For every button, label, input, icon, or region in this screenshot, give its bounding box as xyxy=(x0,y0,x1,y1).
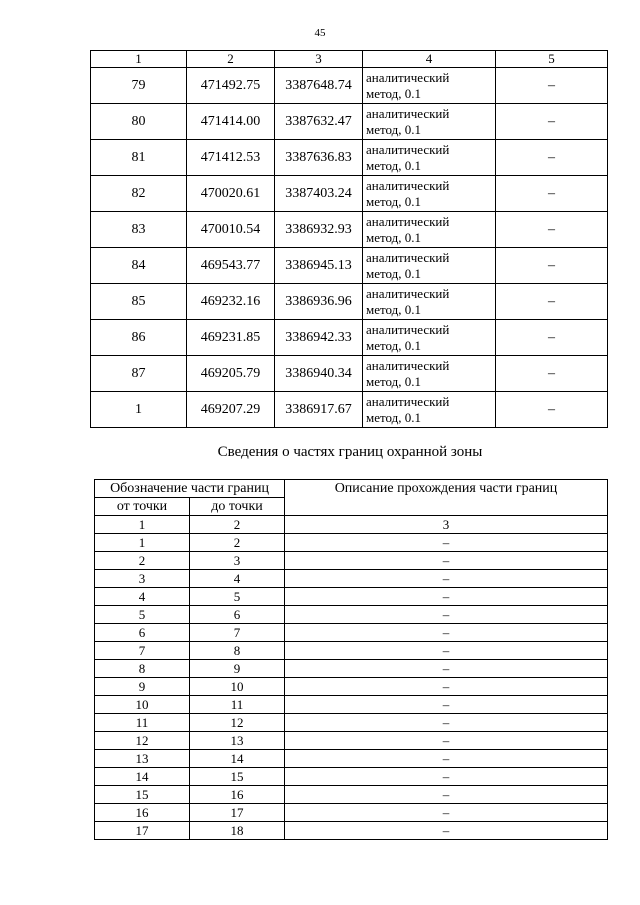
method-cell xyxy=(363,248,496,284)
description-cell: – xyxy=(285,768,608,786)
to-point-cell: 7 xyxy=(190,624,285,642)
method-line: метод, 0.1 xyxy=(366,409,421,425)
method-line: метод, 0.1 xyxy=(366,301,421,317)
method-cell xyxy=(363,284,496,320)
description-cell: – xyxy=(285,696,608,714)
method-line: метод, 0.1 xyxy=(366,121,421,137)
method-cell xyxy=(363,212,496,248)
header-cell: 2 xyxy=(187,51,275,68)
page-number: 45 xyxy=(314,27,326,39)
table-row xyxy=(95,642,608,660)
description-cell: – xyxy=(285,822,608,840)
method-cell xyxy=(363,140,496,176)
method-line: метод, 0.1 xyxy=(366,157,421,173)
table-row xyxy=(95,534,608,552)
table-row xyxy=(95,552,608,570)
point-cell: 86 xyxy=(91,320,187,356)
point-cell: 82 xyxy=(91,176,187,212)
method-line: метод, 0.1 xyxy=(366,85,421,101)
to-point-cell: 13 xyxy=(190,732,285,750)
table-row xyxy=(91,356,608,392)
from-point-cell: 10 xyxy=(95,696,190,714)
table-row xyxy=(95,768,608,786)
description-cell: – xyxy=(285,732,608,750)
method-line: аналитический xyxy=(366,393,450,409)
method-line: метод, 0.1 xyxy=(366,265,421,281)
x-coordinate-cell: 469205.79 xyxy=(187,356,275,392)
header-cell: 3 xyxy=(275,51,363,68)
numbering-cell: 1 xyxy=(95,516,190,534)
point-cell: 87 xyxy=(91,356,187,392)
table-row xyxy=(91,320,608,356)
x-coordinate-cell: 469231.85 xyxy=(187,320,275,356)
x-coordinate-cell: 471492.75 xyxy=(187,68,275,104)
method-line: метод, 0.1 xyxy=(366,337,421,353)
table-row xyxy=(95,750,608,768)
table-row xyxy=(95,696,608,714)
description-cell: – xyxy=(285,570,608,588)
section-title: Сведения о частях границ охранной зоны xyxy=(217,444,483,460)
point-cell: 84 xyxy=(91,248,187,284)
to-point-cell: 14 xyxy=(190,750,285,768)
from-point-cell: 11 xyxy=(95,714,190,732)
table-row xyxy=(95,786,608,804)
table-row xyxy=(95,804,608,822)
to-point-cell: 18 xyxy=(190,822,285,840)
to-point-cell: 6 xyxy=(190,606,285,624)
x-coordinate-cell: 469207.29 xyxy=(187,392,275,428)
note-cell: – xyxy=(496,284,608,320)
note-cell: – xyxy=(496,68,608,104)
table-row xyxy=(91,68,608,104)
group-header: Обозначение части границ xyxy=(95,480,285,498)
numbering-cell: 2 xyxy=(190,516,285,534)
numbering-cell: 3 xyxy=(285,516,608,534)
to-point-cell: 11 xyxy=(190,696,285,714)
x-coordinate-cell: 469543.77 xyxy=(187,248,275,284)
table-row xyxy=(95,588,608,606)
x-coordinate-cell: 471412.53 xyxy=(187,140,275,176)
table-row xyxy=(91,212,608,248)
method-line: аналитический xyxy=(366,357,450,373)
from-point-cell: 4 xyxy=(95,588,190,606)
description-cell: – xyxy=(285,750,608,768)
table-row xyxy=(91,284,608,320)
point-cell: 81 xyxy=(91,140,187,176)
x-coordinate-cell: 471414.00 xyxy=(187,104,275,140)
coordinates-table xyxy=(90,50,608,428)
y-coordinate-cell: 3386945.13 xyxy=(275,248,363,284)
header-cell: 1 xyxy=(91,51,187,68)
table-row xyxy=(95,570,608,588)
y-coordinate-cell: 3386917.67 xyxy=(275,392,363,428)
y-coordinate-cell: 3387648.74 xyxy=(275,68,363,104)
from-point-cell: 2 xyxy=(95,552,190,570)
note-cell: – xyxy=(496,212,608,248)
to-point-header: до точки xyxy=(190,498,285,516)
from-point-cell: 1 xyxy=(95,534,190,552)
from-point-cell: 3 xyxy=(95,570,190,588)
method-cell xyxy=(363,104,496,140)
method-cell xyxy=(363,320,496,356)
note-cell: – xyxy=(496,248,608,284)
from-point-cell: 8 xyxy=(95,660,190,678)
method-line: аналитический xyxy=(366,69,450,85)
to-point-cell: 16 xyxy=(190,786,285,804)
y-coordinate-cell: 3386942.33 xyxy=(275,320,363,356)
note-cell: – xyxy=(496,356,608,392)
table-row xyxy=(91,140,608,176)
method-line: аналитический xyxy=(366,249,450,265)
y-coordinate-cell: 3387632.47 xyxy=(275,104,363,140)
to-point-cell: 12 xyxy=(190,714,285,732)
from-point-cell: 12 xyxy=(95,732,190,750)
point-cell: 83 xyxy=(91,212,187,248)
description-cell: – xyxy=(285,588,608,606)
table-header-row xyxy=(95,480,608,498)
description-cell: – xyxy=(285,660,608,678)
description-cell: – xyxy=(285,678,608,696)
method-cell xyxy=(363,356,496,392)
method-cell xyxy=(363,392,496,428)
method-line: аналитический xyxy=(366,213,450,229)
to-point-cell: 15 xyxy=(190,768,285,786)
to-point-cell: 8 xyxy=(190,642,285,660)
note-cell: – xyxy=(496,392,608,428)
note-cell: – xyxy=(496,140,608,176)
description-cell: – xyxy=(285,714,608,732)
from-point-cell: 5 xyxy=(95,606,190,624)
to-point-cell: 5 xyxy=(190,588,285,606)
header-cell: 5 xyxy=(496,51,608,68)
table-row xyxy=(95,714,608,732)
table-row xyxy=(91,176,608,212)
to-point-cell: 4 xyxy=(190,570,285,588)
table-row xyxy=(91,104,608,140)
to-point-cell: 9 xyxy=(190,660,285,678)
method-line: метод, 0.1 xyxy=(366,193,421,209)
from-point-cell: 16 xyxy=(95,804,190,822)
note-cell: – xyxy=(496,104,608,140)
table-row xyxy=(95,660,608,678)
table-row xyxy=(95,732,608,750)
to-point-cell: 10 xyxy=(190,678,285,696)
note-cell: – xyxy=(496,320,608,356)
description-cell: – xyxy=(285,642,608,660)
point-cell: 80 xyxy=(91,104,187,140)
from-point-cell: 6 xyxy=(95,624,190,642)
to-point-cell: 3 xyxy=(190,552,285,570)
to-point-cell: 2 xyxy=(190,534,285,552)
table-row xyxy=(95,606,608,624)
point-cell: 79 xyxy=(91,68,187,104)
from-point-cell: 17 xyxy=(95,822,190,840)
x-coordinate-cell: 470010.54 xyxy=(187,212,275,248)
method-line: аналитический xyxy=(366,285,450,301)
x-coordinate-cell: 470020.61 xyxy=(187,176,275,212)
table-row xyxy=(91,392,608,428)
y-coordinate-cell: 3386932.93 xyxy=(275,212,363,248)
from-point-cell: 14 xyxy=(95,768,190,786)
description-cell: – xyxy=(285,534,608,552)
y-coordinate-cell: 3387636.83 xyxy=(275,140,363,176)
y-coordinate-cell: 3386936.96 xyxy=(275,284,363,320)
point-cell: 1 xyxy=(91,392,187,428)
y-coordinate-cell: 3387403.24 xyxy=(275,176,363,212)
description-cell: – xyxy=(285,606,608,624)
method-line: аналитический xyxy=(366,105,450,121)
point-cell: 85 xyxy=(91,284,187,320)
to-point-cell: 17 xyxy=(190,804,285,822)
description-cell: – xyxy=(285,624,608,642)
method-line: метод, 0.1 xyxy=(366,229,421,245)
description-cell: – xyxy=(285,786,608,804)
from-point-cell: 7 xyxy=(95,642,190,660)
table-row xyxy=(91,248,608,284)
table-row xyxy=(95,624,608,642)
header-cell: 4 xyxy=(363,51,496,68)
table-row xyxy=(95,678,608,696)
from-point-cell: 15 xyxy=(95,786,190,804)
method-cell xyxy=(363,68,496,104)
description-cell: – xyxy=(285,804,608,822)
boundary-parts-table xyxy=(94,479,608,840)
x-coordinate-cell: 469232.16 xyxy=(187,284,275,320)
method-cell xyxy=(363,176,496,212)
description-cell: – xyxy=(285,552,608,570)
method-line: аналитический xyxy=(366,141,450,157)
method-line: аналитический xyxy=(366,177,450,193)
from-point-header: от точки xyxy=(95,498,190,516)
method-line: метод, 0.1 xyxy=(366,373,421,389)
from-point-cell: 13 xyxy=(95,750,190,768)
numbering-row xyxy=(95,516,608,534)
from-point-cell: 9 xyxy=(95,678,190,696)
method-line: аналитический xyxy=(366,321,450,337)
y-coordinate-cell: 3386940.34 xyxy=(275,356,363,392)
table-row xyxy=(95,822,608,840)
note-cell: – xyxy=(496,176,608,212)
table-header-row xyxy=(91,51,608,68)
description-header: Описание прохождения части границ xyxy=(285,480,608,516)
